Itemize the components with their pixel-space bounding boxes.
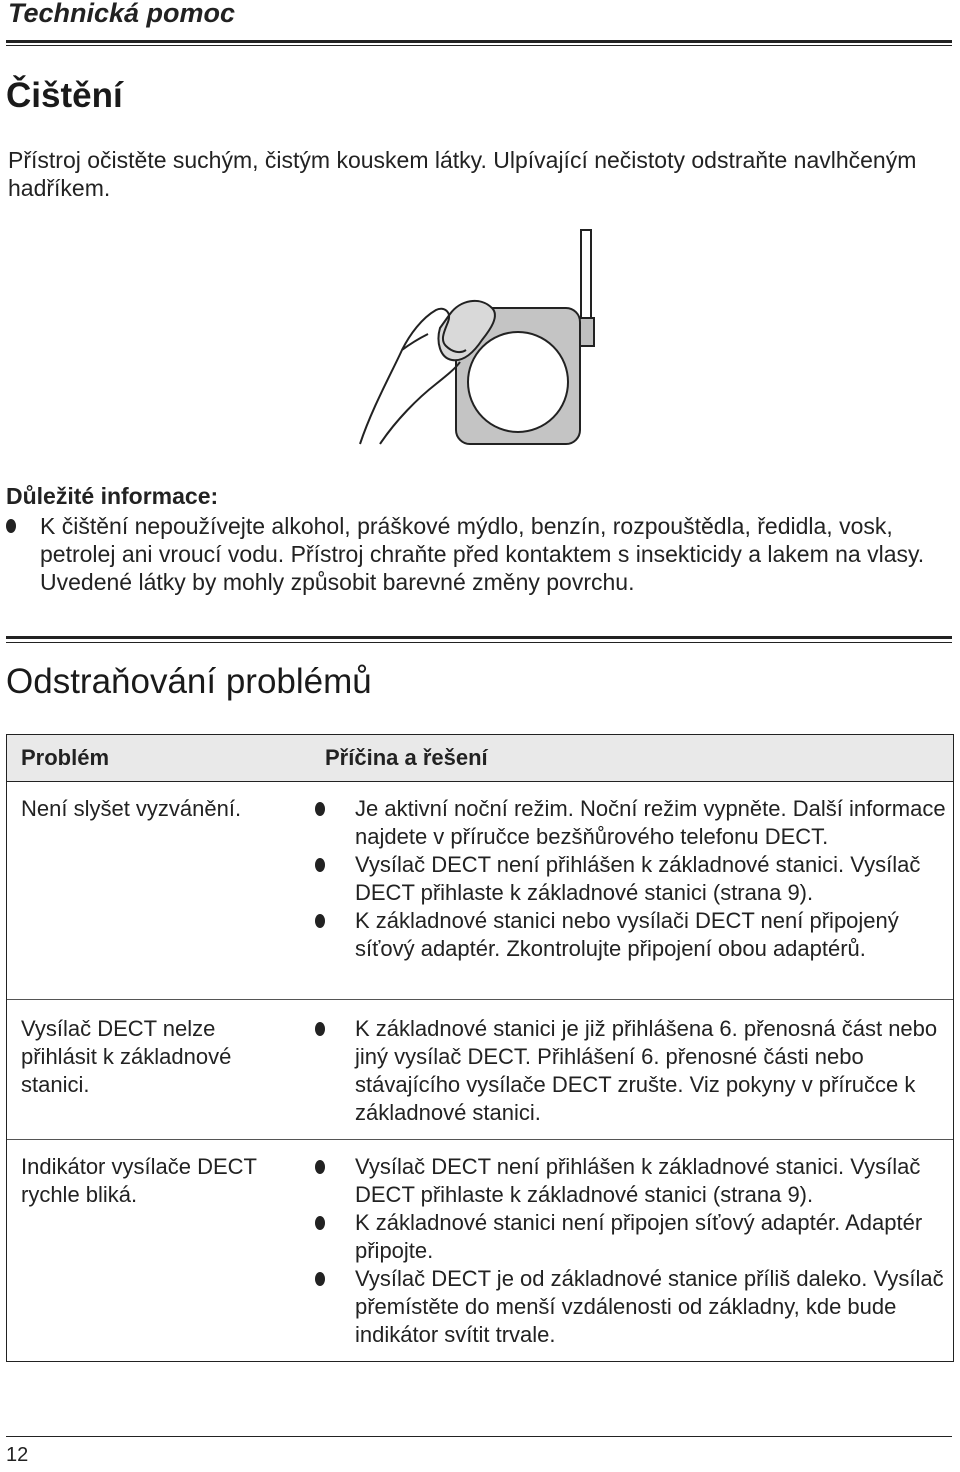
column-header-cause: Příčina a řešení — [325, 745, 488, 770]
cause-item — [311, 1209, 947, 1265]
bullet-icon — [315, 1022, 325, 1036]
antenna — [581, 230, 591, 326]
bullet-icon — [315, 1216, 325, 1230]
cause-text: K základnové stanici nebo vysílači DECT není připojený síťový adaptér. Zkontrolujte připojení obou adaptérů. — [355, 908, 899, 961]
cause-list — [311, 1015, 947, 1127]
footer-rule — [6, 1436, 952, 1437]
problem-text: Vysílač DECT nelze přihlásit k základnové stanici. — [21, 1016, 232, 1097]
cause-text: Vysílač DECT není přihlášen k základnové stanici. Vysílač DECT přihlaste k základnové stanici (strana 9). — [355, 852, 921, 905]
important-item-text: K čištění nepoužívejte alkohol, práškové mýdlo, benzín, rozpouštědla, ředidla, vosk, petrolej ani vroucí vodu. Přístroj chraňte před kontaktem s insekticidy a lakem na vlasy. Uvedené látky by mohly způsobit barevné změny povrchu. — [40, 513, 925, 595]
cause-list — [311, 1153, 947, 1349]
section-rule — [6, 636, 952, 639]
cause-text: Vysílač DECT je od základnové stanice příliš daleko. Vysílač přemístěte do menší vzdálenosti od základny, kde bude indikátor svítit trvale. — [355, 1266, 944, 1347]
cause-item — [311, 795, 947, 851]
bullet-icon — [315, 914, 325, 928]
bullet-icon — [315, 858, 325, 872]
bullet-icon — [6, 519, 16, 533]
cause-text: K základnové stanici není připojen síťový adaptér. Adaptér připojte. — [355, 1210, 923, 1263]
troubleshooting-table — [6, 734, 954, 1362]
header-rule-thin — [6, 45, 952, 46]
row-divider — [7, 1139, 953, 1140]
cleaning-illustration — [340, 222, 620, 462]
header-rule — [6, 40, 952, 43]
column-header-problem: Problém — [21, 745, 110, 770]
row-divider — [7, 999, 953, 1000]
bullet-icon — [315, 1160, 325, 1174]
important-title: Důležité informace: — [6, 483, 219, 509]
cleaning-intro: Přístroj očistěte suchým, čistým kouskem látky. Ulpívající nečistoty odstraňte navlhčeným hadříkem. — [8, 147, 917, 201]
cause-item — [311, 851, 947, 907]
cause-item — [311, 1153, 947, 1209]
cause-item — [311, 1265, 947, 1349]
device-dial — [468, 332, 568, 432]
bullet-icon — [315, 1272, 325, 1286]
page-number: 12 — [6, 1444, 29, 1466]
bullet-icon — [315, 802, 325, 816]
cause-text: K základnové stanici je již přihlášena 6. přenosná část nebo jiný vysílač DECT. Přihlášení 6. přenosné části nebo stávajícího vysílače DECT zrušte. Viz pokyny v příručce k základnové stanici. — [355, 1016, 938, 1125]
cleaning-title: Čištění — [6, 76, 123, 115]
cause-item — [311, 907, 947, 963]
problem-text: Indikátor vysílače DECT rychle bliká. — [21, 1154, 257, 1207]
table-header — [7, 735, 953, 782]
important-notes — [6, 482, 950, 596]
important-item — [6, 512, 950, 596]
troubleshooting-title: Odstraňování problémů — [6, 662, 372, 701]
cause-text: Je aktivní noční režim. Noční režim vypněte. Další informace najdete v příručce bezšňůrového telefonu DECT. — [355, 796, 946, 849]
cause-item — [311, 1015, 947, 1127]
section-rule-thin — [6, 642, 952, 643]
header-title: Technická pomoc — [8, 0, 236, 28]
cause-text: Vysílač DECT není přihlášen k základnové stanici. Vysílač DECT přihlaste k základnové stanici (strana 9). — [355, 1154, 921, 1207]
problem-text: Není slyšet vyzvánění. — [21, 796, 242, 821]
cause-list — [311, 795, 947, 963]
